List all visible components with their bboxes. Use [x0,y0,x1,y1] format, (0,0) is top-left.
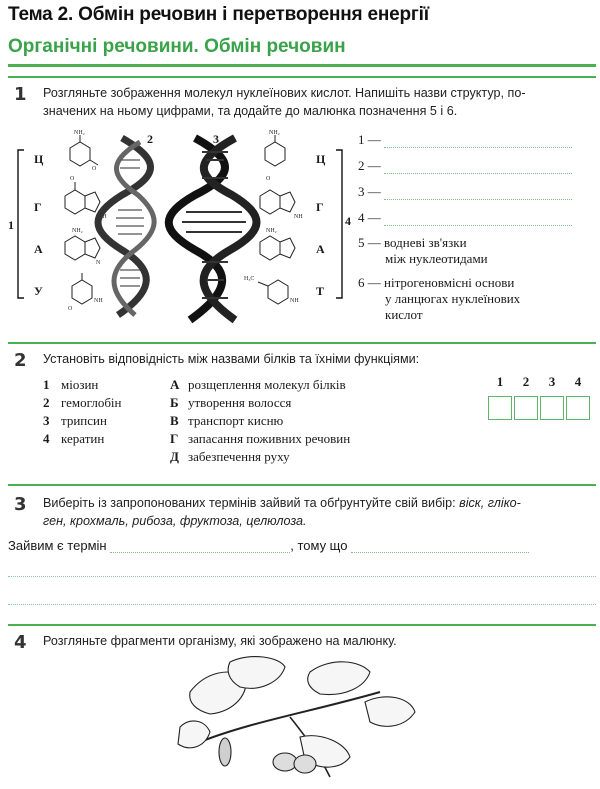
function-item: Г запасання поживних речовин [170,431,351,446]
svg-text:O: O [70,176,75,182]
protein-list [43,376,122,448]
question-number: 2 [14,350,27,371]
base-letter: Ц [316,152,326,166]
svg-text:NH₂: NH₂ [74,130,85,136]
question-text-line: значених на ньому цифрами, та додайте до малюнка позначення 5 і 6. [43,104,458,118]
grid-header: 1 [496,374,504,389]
base-letter: У [34,284,43,298]
question-text: Установіть відповідність між назвами білків та їхніми функціями: [43,352,420,366]
question-text-line: ген, крохмаль, рибоза, фруктоза, целюлоза. [43,514,307,528]
grid-header: 2 [522,374,530,389]
base-letter: Г [316,200,324,214]
reason-field[interactable] [351,542,529,553]
answer-field[interactable] [384,137,572,148]
function-item: Д забезпечення руху [170,449,290,464]
answer-row: 2 — [358,158,572,174]
answer-field[interactable] [384,215,572,226]
divider [8,484,596,486]
function-list [170,376,350,466]
base-letter: А [316,242,325,256]
divider [8,624,596,626]
svg-text:NH: NH [294,214,303,220]
question-text [43,84,526,120]
base-letter: Г [34,200,42,214]
answer-cell[interactable] [540,396,564,420]
left-bracket [18,150,24,298]
figure-label-2: 2 [147,132,153,146]
page-subtitle: Органічні речовини. Обмін речовин [8,36,346,57]
nucleic-acid-figure [10,130,355,330]
protein-item: 2 гемоглобін [43,395,122,410]
page-title: Тема 2. Обмін речовин і перетворення енергії [8,4,429,25]
svg-text:O: O [266,176,271,182]
answer-line[interactable] [8,604,596,605]
protein-item: 4 кератин [43,431,105,446]
function-item: А розщеплення молекул білків [170,377,346,392]
q3-answer-line: Зайвим є термін , тому що [8,538,529,553]
divider [8,76,596,78]
rna-helix [98,138,154,315]
svg-text:O: O [92,166,97,172]
figure-label-4: 4 [345,214,351,228]
answer-cell[interactable] [488,396,512,420]
answer-row: 1 — [358,132,572,148]
question-text: Розгляньте фрагменти організму, які зображено на малюнку. [43,634,397,648]
svg-text:NH₂: NH₂ [72,228,83,234]
question-text-line: Виберіть із запропонованих термінів зайвий та обґрунтуйте свій вибір: віск, гліко- [43,496,521,510]
svg-text:NH: NH [98,214,107,220]
answer-field[interactable] [384,189,572,200]
svg-text:NH₂: NH₂ [269,130,280,136]
svg-text:NH: NH [290,298,299,304]
question-number: 4 [14,632,27,653]
answer-row-6: 6 — нітрогеновмісні основи у ланцюгах нуклеїнових кислот [358,275,521,322]
function-item: В транспорт кисню [170,413,284,428]
question-text-line: Розгляньте зображення молекул нуклеїнових кислот. Напишіть назви структур, по- [43,86,526,100]
question-text [43,494,521,530]
figure-label-1: 1 [8,218,14,232]
oak-branch-illustration [170,652,420,784]
answer-row-5: 5 — водневі зв'язки між нуклеотидами [358,235,488,266]
question-number: 3 [14,494,27,515]
left-molecules [65,135,100,304]
answer-field[interactable] [384,163,572,174]
question-number: 1 [14,84,27,105]
divider [8,342,596,344]
base-letter: Т [316,284,325,298]
svg-text:NH₂: NH₂ [266,228,277,234]
base-letter: А [34,242,43,256]
answer-cell[interactable] [514,396,538,420]
answer-row: 4 — [358,210,572,226]
answer-line[interactable] [8,576,596,577]
svg-text:O: O [68,306,73,312]
function-item: Б утворення волосся [170,395,292,410]
protein-item: 1 міозин [43,377,99,392]
svg-text:NH: NH [94,298,103,304]
grid-header: 4 [574,374,582,389]
dna-helix [169,138,257,320]
grid-header: 3 [548,374,556,389]
svg-text:N: N [96,260,101,266]
right-bracket [336,150,342,298]
right-molecules [258,135,295,304]
answer-cell[interactable] [566,396,590,420]
base-letter: Ц [34,152,44,166]
divider [8,64,596,67]
protein-item: 3 трипсин [43,413,107,428]
svg-text:H₃C: H₃C [244,276,255,282]
term-field[interactable] [110,542,290,553]
dna-rna-illustration [10,130,355,330]
answer-row: 3 — [358,184,572,200]
figure-label-3: 3 [213,132,219,146]
